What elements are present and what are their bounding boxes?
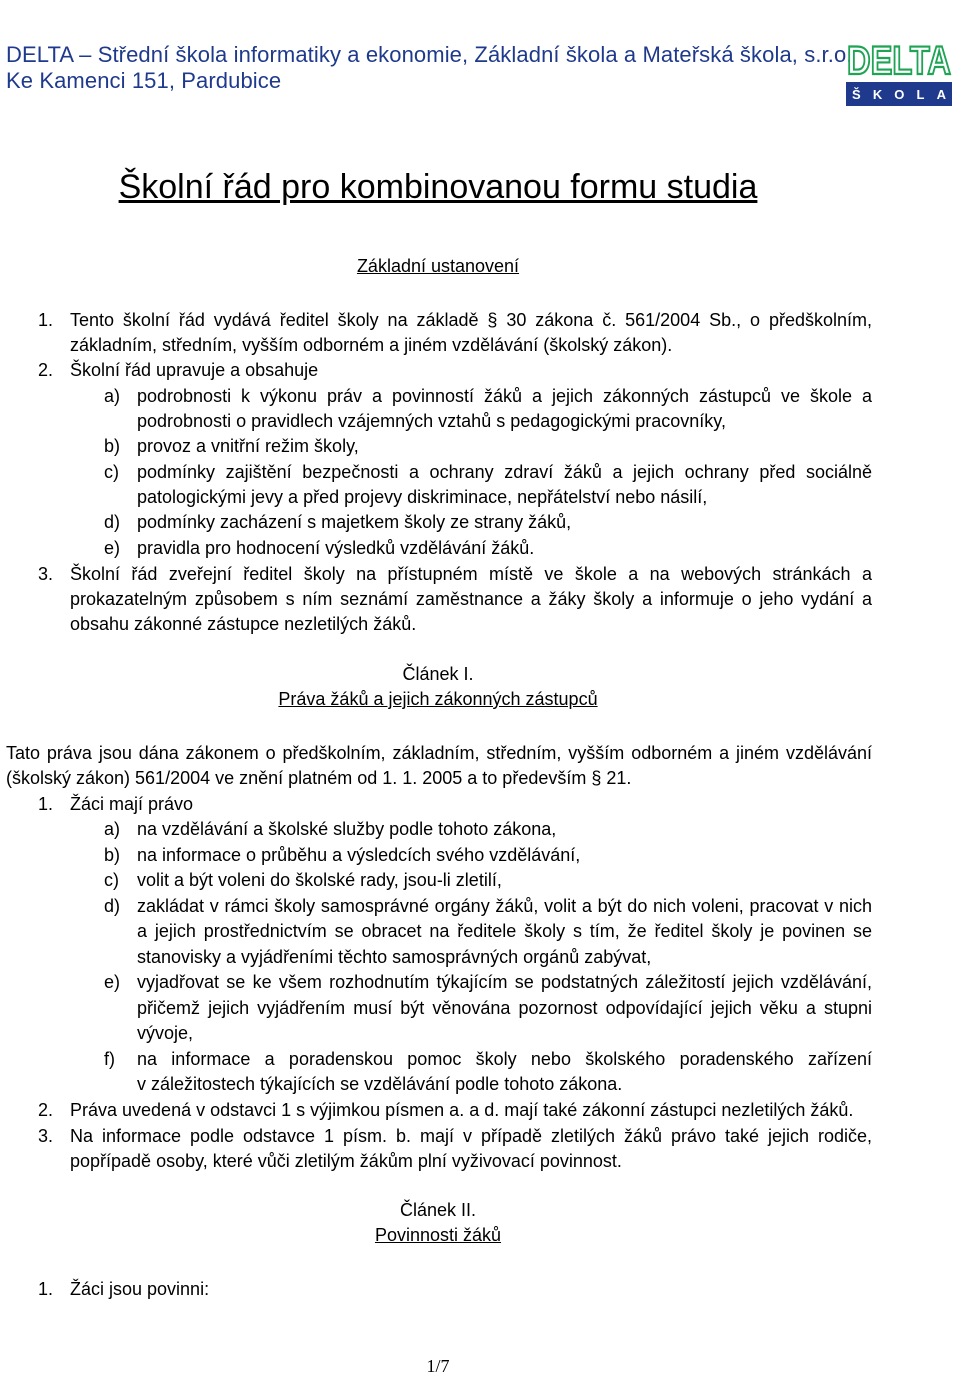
item-number: 3. — [38, 1126, 54, 1146]
list-item-line: podrobnosti o pravidlech vzájemných vztahů s pedagogickými pracovníky, — [137, 411, 726, 431]
paragraph-line: popřípadě osoby, které vůči zletilým žákům plní vyživovací povinnost. — [70, 1151, 622, 1171]
list-letter: f) — [104, 1049, 115, 1069]
list-item-line: v záležitostech týkajících se vzdělávání podle tohoto zákona. — [137, 1074, 623, 1094]
list-item-line: vývoje, — [137, 1023, 194, 1043]
paragraph-line: prokazatelným způsobem s ním seznámí zaměstnance a žáky školy a informuje o jeho vydání a — [70, 589, 872, 609]
article-heading: Práva žáků a jejich zákonných zástupců — [278, 689, 598, 709]
list-letter: e) — [104, 538, 121, 558]
document-title: Školní řád pro kombinovanou formu studia — [118, 168, 758, 206]
list-letter: e) — [104, 972, 121, 992]
paragraph-line: obsahu zákonné zástupce nezletilých žáků. — [70, 614, 417, 634]
list-item-line: na informace a poradenskou pomoc školy nebo školského poradenského zařízení — [137, 1049, 872, 1069]
list-letter: a) — [104, 819, 121, 839]
delta-logo-wordmark — [844, 0, 954, 82]
list-item-line: pravidla pro hodnocení výsledků vzdělávání žáků. — [137, 538, 535, 558]
list-letter: d) — [104, 512, 121, 532]
list-item-line: volit a být voleni do školské rady, jsou-li zletilí, — [137, 870, 502, 890]
document-header — [6, 42, 853, 94]
paragraph-line: Tato práva jsou dána zákonem o předškolním, základním, středním, vyšším odborném a jiném vzdělávání — [6, 743, 872, 763]
list-item-line: zakládat v rámci školy samosprávné orgány žáků, volit a být do nich voleni, pracovat v nich — [137, 896, 872, 916]
delta-logo — [844, 0, 954, 108]
item-number: 1. — [38, 310, 54, 330]
list-item-line: patologickými jevy a před projevy diskriminace, nepřátelství nebo násilí, — [137, 487, 708, 507]
list-item-line: přičemž jejich vyjádřením musí být věnována pozornost odpovídající jejich věku a stupni — [137, 998, 872, 1018]
page-number: 1/7 — [426, 1356, 450, 1376]
list-item-line: podmínky zajištění bezpečnosti a ochrany zdraví žáků a jejich ochrany před sociálně — [137, 462, 872, 482]
paragraph-line: Tento školní řád vydává ředitel školy na základě § 30 zákona č. 561/2004 Sb., o předškolním, — [70, 310, 872, 330]
paragraph-line: Školní řád upravuje a obsahuje — [70, 360, 319, 380]
logo-subtitle-bar — [846, 82, 952, 106]
section-heading-basic-provisions: Základní ustanovení — [356, 256, 520, 276]
list-letter: c) — [104, 462, 119, 482]
paragraph-line: Žáci jsou povinni: — [70, 1279, 210, 1299]
list-item-line: a jejich prostřednictvím se obracet na ředitele školy s tím, že ředitel školy je povinen se — [137, 921, 872, 941]
article-label: Článek II. — [399, 1200, 477, 1220]
list-letter: b) — [104, 845, 121, 865]
list-item-line: stanovisky a vyjádřeními těchto samosprávných orgánů zabývat, — [137, 947, 652, 967]
list-item-line: na informace o průběhu a výsledcích svého vzdělávání, — [137, 845, 581, 865]
paragraph-line: Práva uvedená v odstavci 1 s výjimkou písmen a. a d. mají také zákonní zástupci nezletilých žáků. — [70, 1100, 854, 1120]
paragraph-line: (školský zákon) 561/2004 ve znění platném od 1. 1. 2005 a to především § 21. — [6, 768, 632, 788]
list-item-line: provoz a vnitřní režim školy, — [137, 436, 359, 456]
logo-letter: Š — [852, 86, 861, 102]
school-name: DELTA – Střední škola informatiky a ekonomie, Základní škola a Mateřská škola, s.r.o. — [6, 42, 853, 67]
article-label: Článek I. — [402, 664, 474, 684]
item-number: 1. — [38, 1279, 54, 1299]
list-item-line: vyjadřovat se ke všem rozhodnutím týkajícím se podstatných záležitostí jejich vzdělávání, — [137, 972, 872, 992]
item-number: 1. — [38, 794, 54, 814]
logo-word: DELTA — [847, 39, 951, 82]
list-item-line: na vzdělávání a školské služby podle tohoto zákona, — [137, 819, 557, 839]
list-letter: d) — [104, 896, 121, 916]
list-letter: c) — [104, 870, 119, 890]
paragraph-line: Školní řád zveřejní ředitel školy na přístupném místě ve škole a na webových stránkách a — [70, 564, 872, 584]
article-heading: Povinnosti žáků — [374, 1225, 502, 1245]
list-item-line: podmínky zacházení s majetkem školy ze strany žáků, — [137, 512, 572, 532]
logo-letter: O — [894, 86, 905, 102]
list-letter: a) — [104, 386, 121, 406]
paragraph-line: Na informace podle odstavce 1 písm. b. mají v případě zletilých žáků právo také jejich rodiče, — [70, 1126, 872, 1146]
item-number: 2. — [38, 360, 54, 380]
paragraph-line: základním, středním, vyšším odborném a jiném vzdělávání (školský zákon). — [70, 335, 673, 355]
logo-letter: A — [936, 86, 946, 102]
logo-letter: L — [916, 86, 925, 102]
paragraph-line: Žáci mají právo — [70, 794, 194, 814]
list-letter: b) — [104, 436, 121, 456]
logo-letter: K — [872, 86, 883, 102]
item-number: 3. — [38, 564, 54, 584]
school-address: Ke Kamenci 151, Pardubice — [6, 68, 282, 93]
list-item-line: podrobnosti k výkonu práv a povinností žáků a jejich zákonných zástupců ve škole a — [137, 386, 872, 406]
item-number: 2. — [38, 1100, 54, 1120]
